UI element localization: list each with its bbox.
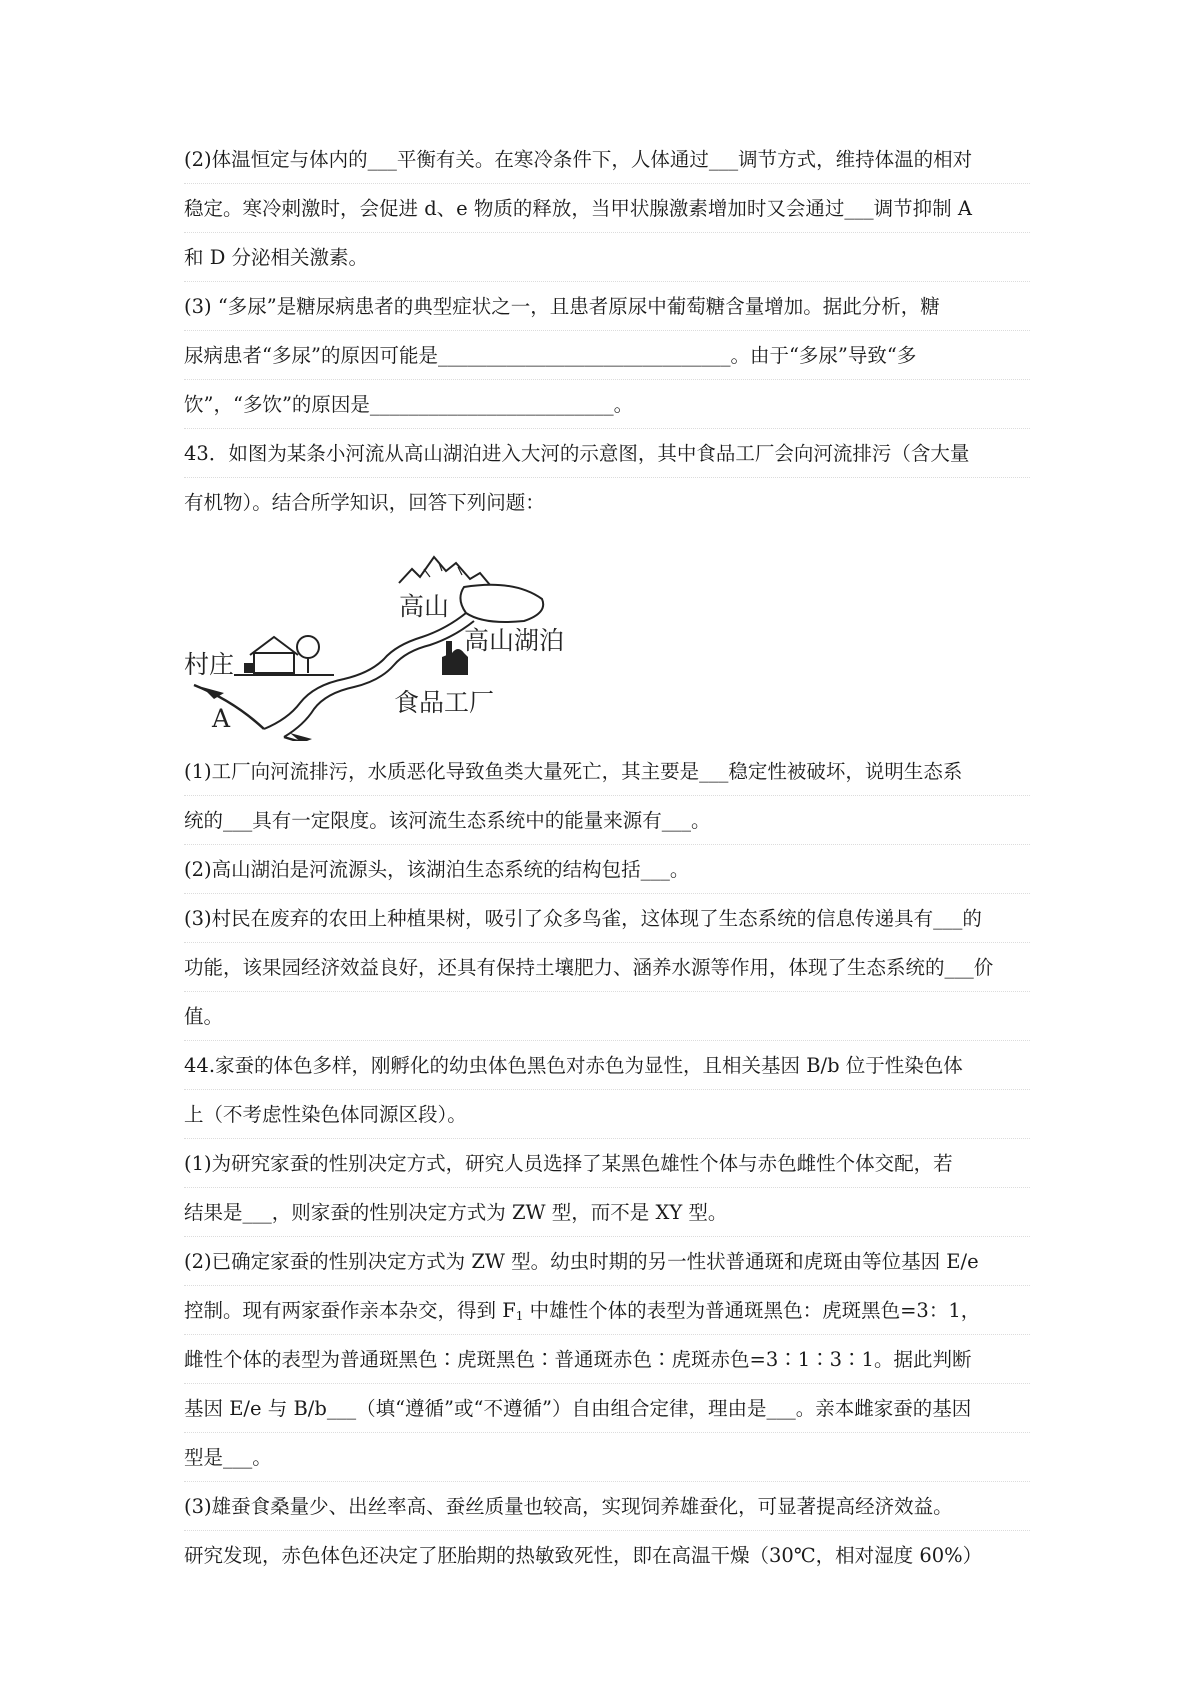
text-line-with-subscript bbox=[184, 1286, 1030, 1335]
text-line: (3)雄蚕食桑量少、出丝率高、蚕丝质量也较高，实现饲养雄蚕化，可显著提高经济效益。 bbox=[184, 1482, 1030, 1531]
exam-page bbox=[184, 135, 1030, 1580]
text-line: 上（不考虑性染色体同源区段）。 bbox=[184, 1090, 1030, 1139]
text-line: 雌性个体的表型为普通斑黑色∶虎斑黑色∶普通斑赤色∶虎斑赤色=3∶1∶3∶1。据此判断 bbox=[184, 1335, 1030, 1384]
text-line: (2)已确定家蚕的性别决定方式为 ZW 型。幼虫时期的另一性状普通斑和虎斑由等位基因 E/e bbox=[184, 1237, 1030, 1286]
lake-outline bbox=[460, 585, 543, 622]
text-line: 和 D 分泌相关激素。 bbox=[184, 233, 1030, 282]
text-line: 有机物）。结合所学知识，回答下列问题： bbox=[184, 491, 545, 514]
text-line: 43．如图为某条小河流从高山湖泊进入大河的示意图，其中食品工厂会向河流排污（含大量 bbox=[184, 429, 1030, 478]
river-diagram-svg bbox=[184, 533, 604, 741]
text-line: 稳定。寒冷刺激时，会促进 d、e 物质的释放，当甲状腺激素增加时又会通过___调节抑制 A bbox=[184, 184, 1030, 233]
q44-intro bbox=[184, 1041, 1030, 1139]
q43-part3 bbox=[184, 894, 1030, 1041]
text-line: 基因 E/e 与 B/b___（填“遵循”或“不遵循”）自由组合定律，理由是___。亲本雌家蚕的基因 bbox=[184, 1384, 1030, 1433]
q42-part2 bbox=[184, 135, 1030, 282]
text-line: (1)工厂向河流排污，水质恶化导致鱼类大量死亡，其主要是___稳定性被破坏，说明生态系 bbox=[184, 747, 1030, 796]
q43-part1 bbox=[184, 747, 1030, 845]
river-diagram bbox=[184, 533, 1030, 741]
text-line: 值。 bbox=[184, 992, 1030, 1041]
text-line: 统的___具有一定限度。该河流生态系统中的能量来源有___。 bbox=[184, 796, 1030, 845]
label-a: A bbox=[212, 704, 231, 733]
text-line: (3)村民在废弃的农田上种植果树，吸引了众多鸟雀，这体现了生态系统的信息传递具有___的 bbox=[184, 894, 1030, 943]
house-annex bbox=[244, 663, 254, 673]
text-line: 研究发现，赤色体色还决定了胚胎期的热敏致死性，即在高温干燥（30℃，相对湿度 60%） bbox=[184, 1544, 983, 1567]
label-lake: 高山湖泊 bbox=[464, 626, 565, 655]
text-line: (2)高山湖泊是河流源头，该湖泊生态系统的结构包括___。 bbox=[184, 845, 1030, 894]
label-factory: 食品工厂 bbox=[394, 688, 495, 717]
mountain-detail bbox=[424, 563, 462, 577]
text-segment: 中雄性个体的表型为普通斑黑色：虎斑黑色=3：1， bbox=[523, 1299, 981, 1322]
label-village: 村庄 bbox=[184, 650, 235, 679]
text-line: 型是___。 bbox=[184, 1433, 1030, 1482]
text-line: 44.家蚕的体色多样，刚孵化的幼虫体色黑色对赤色为显性，且相关基因 B/b 位于性染色体 bbox=[184, 1041, 1030, 1090]
q43-intro bbox=[184, 429, 1030, 527]
q42-part3 bbox=[184, 282, 1030, 429]
text-line: 尿病患者“多尿”的原因可能是______________________________。由于“多尿”导致“多 bbox=[184, 331, 1030, 380]
text-line: 功能，该果园经济效益良好，还具有保持土壤肥力、涵养水源等作用，体现了生态系统的___价 bbox=[184, 943, 1030, 992]
text-line: (2)体温恒定与体内的___平衡有关。在寒冷条件下，人体通过___调节方式，维持体温的相对 bbox=[184, 135, 1030, 184]
q44-part2 bbox=[184, 1237, 1030, 1482]
text-line: (3) “多尿”是糖尿病患者的典型症状之一，且患者原尿中葡萄糖含量增加。据此分析，糖 bbox=[184, 282, 1030, 331]
house bbox=[254, 653, 294, 673]
mountain-range bbox=[399, 557, 490, 585]
text-line: (1)为研究家蚕的性别决定方式，研究人员选择了某黑色雄性个体与赤色雌性个体交配，若 bbox=[184, 1139, 1030, 1188]
q44-part3 bbox=[184, 1482, 1030, 1580]
label-mountain: 高山 bbox=[399, 592, 450, 621]
text-line: 结果是___，则家蚕的性别决定方式为 ZW 型，而不是 XY 型。 bbox=[184, 1188, 1030, 1237]
factory-building bbox=[442, 657, 468, 675]
tree bbox=[297, 636, 319, 658]
q44-part1 bbox=[184, 1139, 1030, 1237]
q43-part2 bbox=[184, 845, 1030, 894]
text-line: 饮”，“多饮”的原因是_________________________。 bbox=[184, 380, 1030, 429]
text-segment: 控制。现有两家蚕作亲本杂交，得到 F bbox=[184, 1299, 516, 1322]
subscript: 1 bbox=[515, 1309, 524, 1323]
